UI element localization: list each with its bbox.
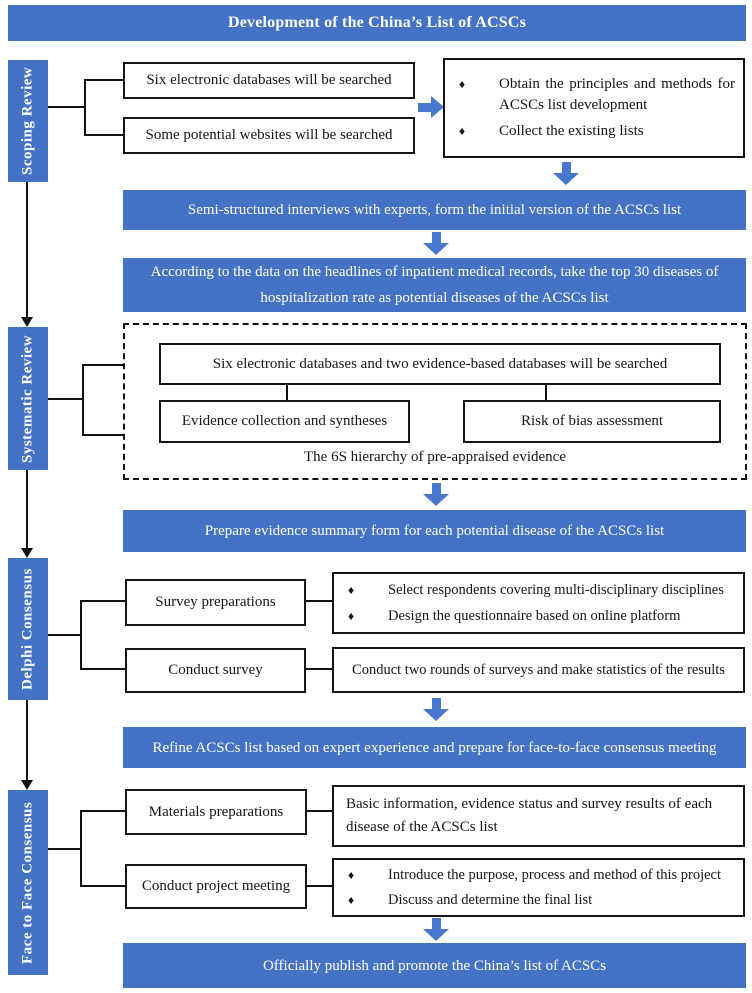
list-item xyxy=(348,606,735,626)
connector-line xyxy=(84,79,86,136)
connector-line xyxy=(48,848,81,850)
connector-line xyxy=(307,810,332,812)
list-item xyxy=(348,890,735,910)
box-conduct-survey: Conduct survey xyxy=(125,648,306,693)
box-project-meeting-details xyxy=(332,858,745,917)
page-title: Development of the China’s List of ACSCs xyxy=(8,5,746,41)
connector-line xyxy=(48,634,81,636)
box-survey-preparations: Survey preparations xyxy=(125,579,306,626)
down-arrow-icon xyxy=(553,162,579,185)
connector-line xyxy=(80,600,125,602)
connector-line xyxy=(306,600,332,602)
connector-line xyxy=(80,810,125,812)
down-arrow-icon xyxy=(423,483,449,506)
diamond-bullet-icon: ♦ xyxy=(459,77,466,91)
down-arrow-black-icon xyxy=(21,470,33,558)
box-evidence-collection: Evidence collection and syntheses xyxy=(159,400,410,443)
box-materials-details: Basic information, evidence status and survey results of each disease of the ACSCs list xyxy=(332,785,745,847)
box-materials-preparations: Materials preparations xyxy=(125,789,307,835)
section-label-delphi-consensus: Delphi Consensus xyxy=(8,558,48,700)
connector-line xyxy=(80,668,125,670)
connector-line xyxy=(307,885,332,887)
banner-evidence-summary: Prepare evidence summary form for each potential disease of the ACSCs list xyxy=(123,510,746,552)
connector-line xyxy=(306,668,332,670)
box-scoping-outputs xyxy=(443,58,745,158)
bullet-text: Design the questionnaire based on online platform xyxy=(388,607,681,624)
connector-line xyxy=(286,385,288,401)
diamond-bullet-icon: ♦ xyxy=(348,867,355,882)
connector-line xyxy=(84,79,123,81)
connector-line xyxy=(82,364,123,366)
connector-line xyxy=(80,885,125,887)
right-arrow-icon xyxy=(418,96,444,118)
bullet-text: Obtain the principles and methods for ACSCs list development xyxy=(499,76,735,113)
diamond-bullet-icon: ♦ xyxy=(348,608,355,623)
bullet-text: Select respondents covering multi-disciplinary disciplines xyxy=(388,582,724,599)
list-item xyxy=(459,74,735,116)
section-label-systematic-review: Systematic Review xyxy=(8,327,48,470)
bullet-text: Discuss and determine the final list xyxy=(388,892,593,908)
box-databases-searched: Six electronic databases and two evidence-based databases will be searched xyxy=(159,343,721,385)
connector-line xyxy=(82,434,123,436)
banner-semi-structured-interviews: Semi-structured interviews with experts, form the initial version of the ACSCs list xyxy=(123,190,746,230)
box-conduct-project-meeting: Conduct project meeting xyxy=(125,864,307,909)
connector-line xyxy=(545,385,547,401)
down-arrow-icon xyxy=(423,698,449,721)
down-arrow-icon xyxy=(423,918,449,941)
section-label-scoping-review: Scoping Review xyxy=(8,60,48,182)
box-potential-websites: Some potential websites will be searched xyxy=(123,117,415,154)
down-arrow-black-icon xyxy=(21,182,33,327)
banner-refine-acscs-list: Refine ACSCs list based on expert experience and prepare for face-to-face consensus meeting xyxy=(123,727,746,768)
down-arrow-black-icon xyxy=(21,700,33,790)
connector-line xyxy=(48,106,85,108)
connector-line xyxy=(80,600,82,670)
diamond-bullet-icon: ♦ xyxy=(348,583,355,598)
box-survey-preparation-details xyxy=(332,572,745,634)
list-item xyxy=(348,580,735,600)
connector-line xyxy=(82,364,84,436)
bullet-text: Collect the existing lists xyxy=(499,123,644,139)
box-conduct-survey-details: Conduct two rounds of surveys and make statistics of the results xyxy=(332,647,745,693)
caption-6s-hierarchy: The 6S hierarchy of pre-appraised evidence xyxy=(304,449,566,465)
banner-officially-publish: Officially publish and promote the China’s list of ACSCs xyxy=(123,943,746,988)
list-item xyxy=(348,865,735,885)
connector-line xyxy=(80,810,82,887)
box-risk-of-bias: Risk of bias assessment xyxy=(463,400,721,443)
section-label-face-to-face-consensus: Face to Face Consensus xyxy=(8,790,48,975)
diamond-bullet-icon: ♦ xyxy=(459,124,466,138)
down-arrow-icon xyxy=(423,232,449,255)
diamond-bullet-icon: ♦ xyxy=(348,893,355,907)
bullet-text: Introduce the purpose, process and method of this project xyxy=(388,866,722,883)
banner-top30-diseases: According to the data on the headlines of inpatient medical records, take the top 30 diseases of hospitalization rate as potential diseases of the ACSCs list xyxy=(123,258,746,312)
box-six-databases: Six electronic databases will be searched xyxy=(123,62,415,99)
connector-line xyxy=(48,398,83,400)
list-item xyxy=(459,121,735,142)
connector-line xyxy=(84,134,123,136)
